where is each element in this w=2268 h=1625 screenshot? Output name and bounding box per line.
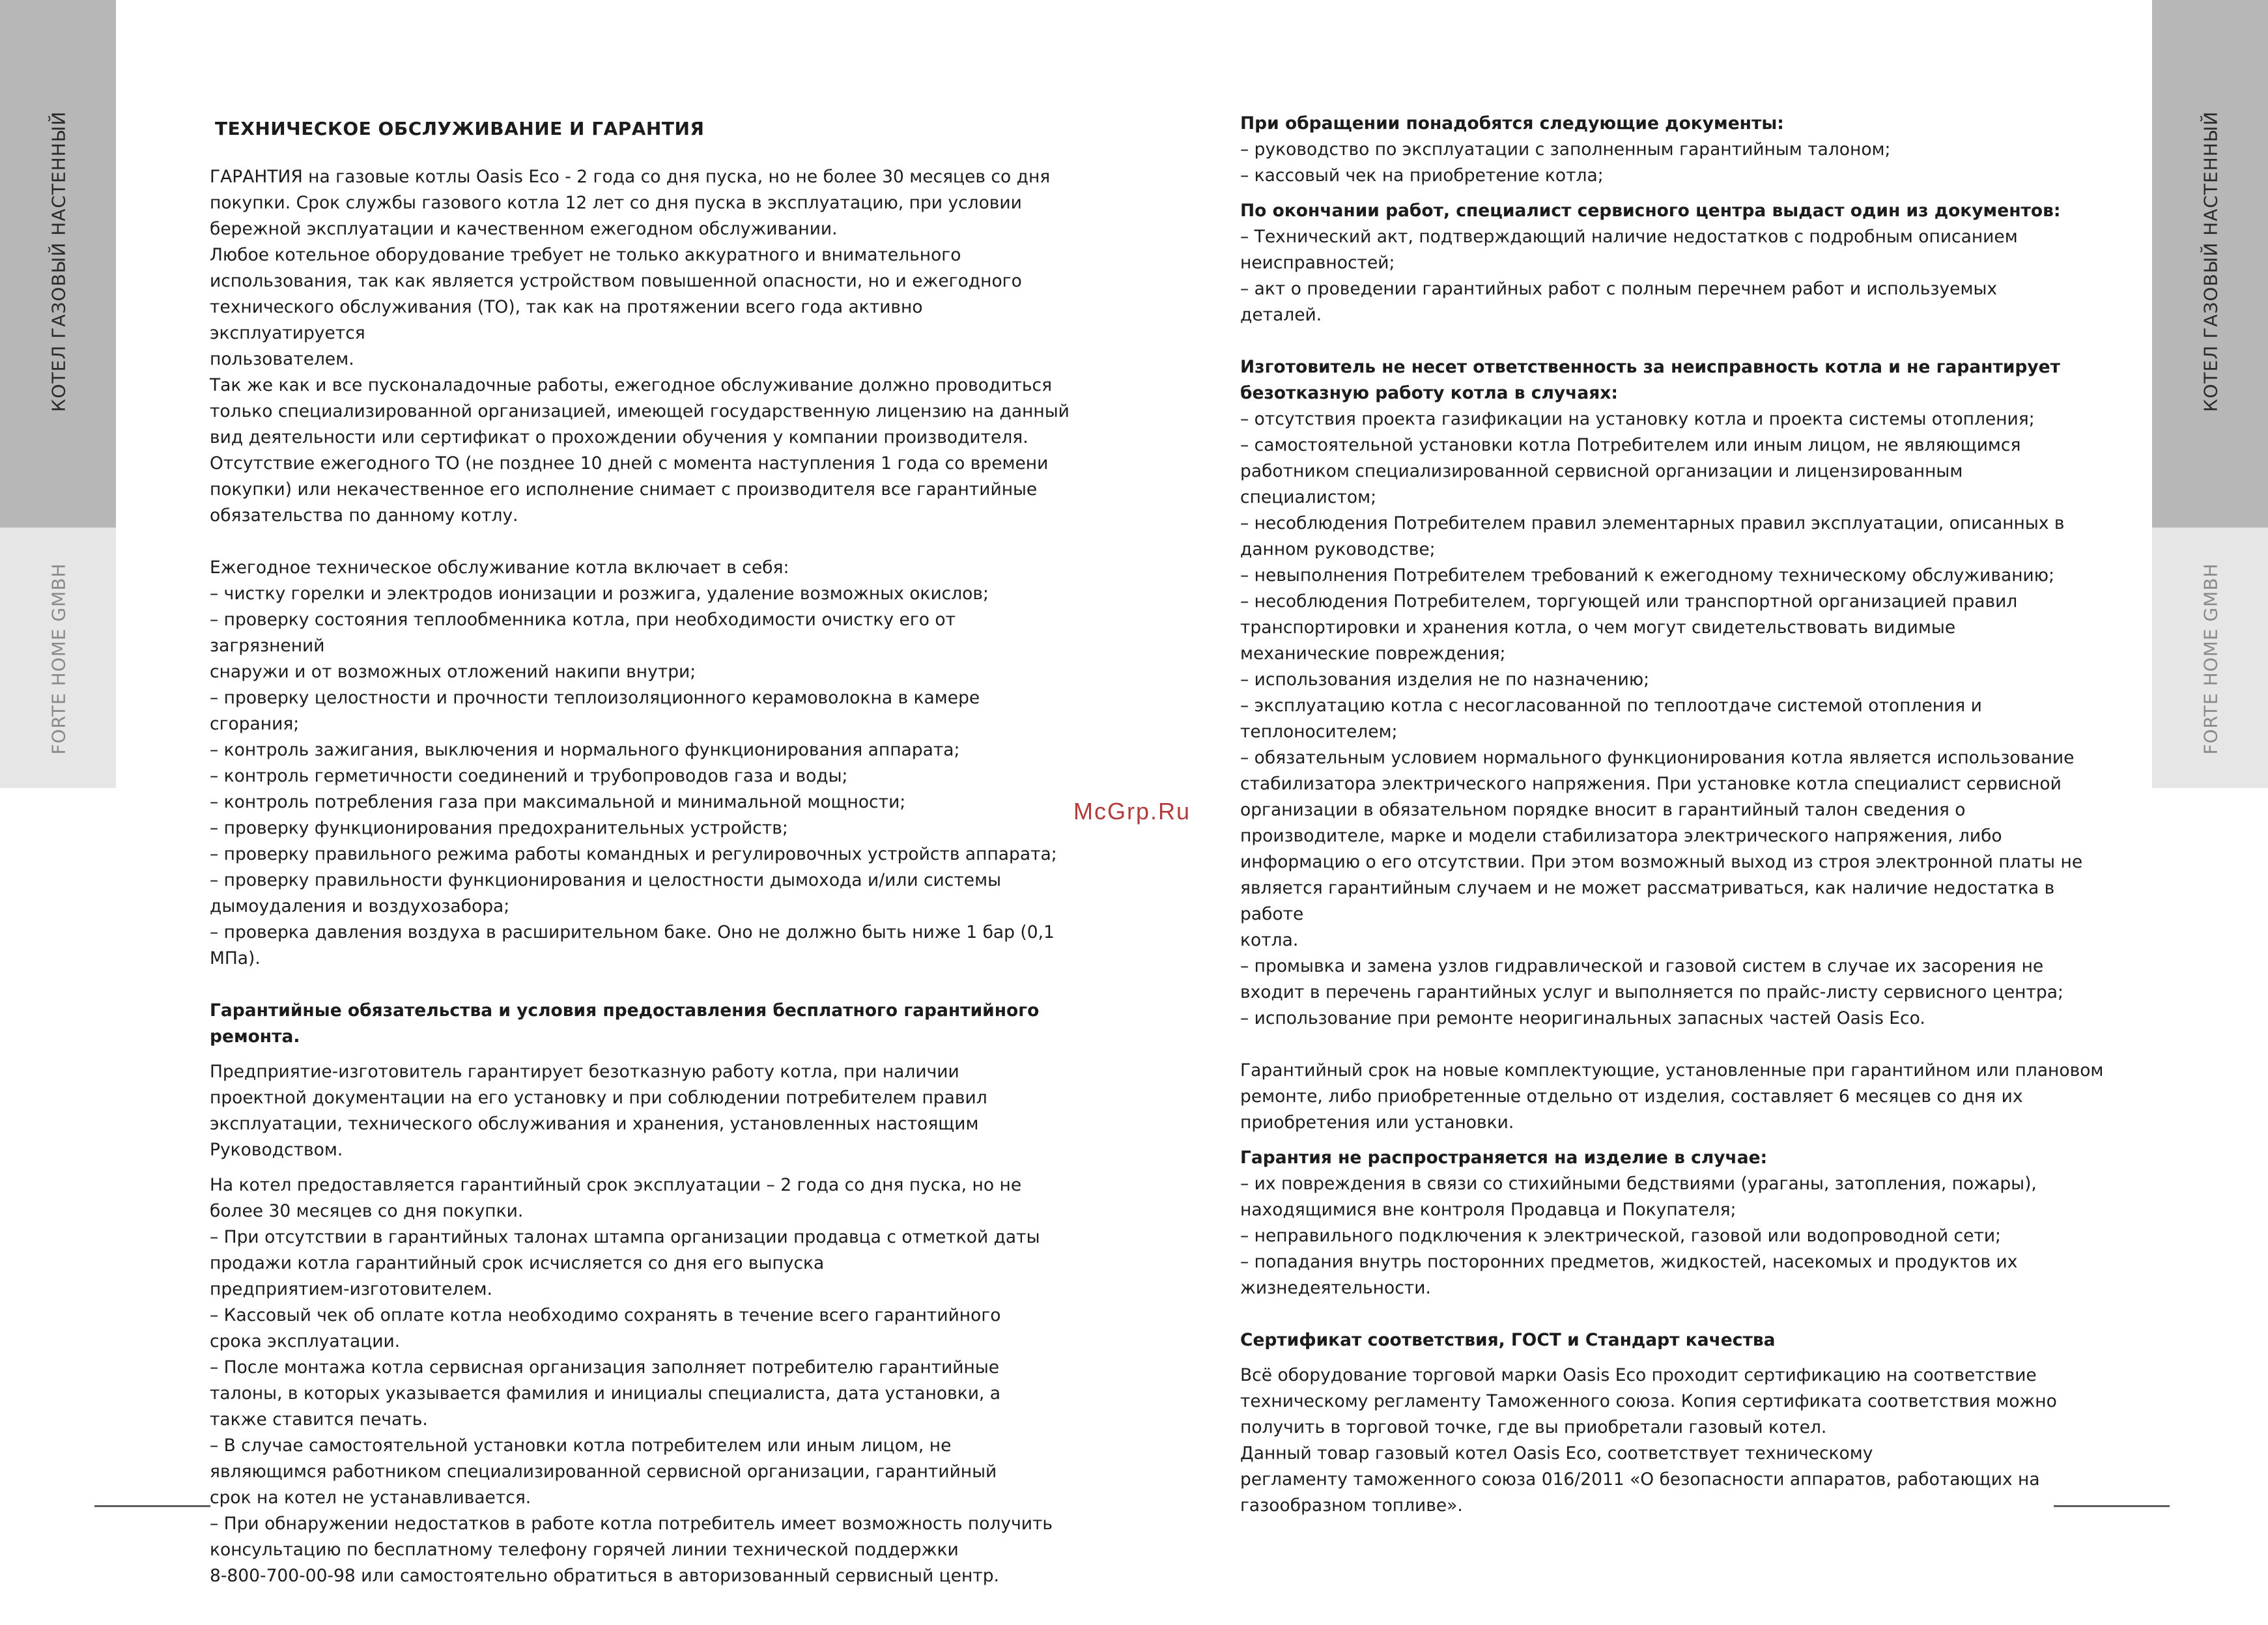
left-column (210, 111, 1070, 1589)
left-side-tab-dark (0, 0, 116, 528)
watermark-text: McGrp.Ru (1073, 798, 1191, 825)
exclusion-heading: Гарантия не распространяется на изделие в случае: (1240, 1148, 1768, 1168)
right-side-tab-light (2152, 528, 2268, 788)
left-bottom-rule (94, 1505, 210, 1507)
exclusion-list: – их повреждения в связи со стихийными бедствиями (ураганы, затопления, пожары), находящимися вне контроля Продавца и Покупателя; – неправильного подключения к электрической, газовой или водопроводной сети; – попадания внутрь посторонних предметов, жидкостей, насекомых и продуктов их жизнедеятельности. (1240, 1174, 2037, 1298)
liability-list: – отсутствия проекта газификации на установку котла и проекта системы отопления; – самостоятельной установки котла Потребителем или иным лицом, не являющимся работником специализированной сервисной организации и лицензированным специалистом; – несоблюдения Потребителем правил элементарных правил эксплуатации, описанных в данном руководстве; – невыполнения Потребителем требований к ежегодному техническому обслуживанию; – несоблюдения Потребителем, торгующей или транспортной организацией правил транспортировки и хранения котла, о чем могут свидетельствовать видимые механические повреждения; – использования изделия не по назначению; – эксплуатацию котла с несогласованной по теплоотдаче системой отопления и теплоносителем; – обязательным условием нормального функционирования котла является использование стабилизатора электрического напряжения. При установке котла специалист сервисной организации в обязательном порядке вносит в гарантийный талон сведения о производителе, марке и модели стабилизатора электрического напряжения, либо информацию о его отсутствии. При этом возможный выход из строя электронной платы не является гарантийным случаем и не может рассматриваться, как наличие недостатка в работе котла. – промывка и замена узлов гидравлической и газовой систем в случае их засорения не входит в перечень гарантийных услуг и выполняется по прайс-листу сервисного центра; – использование при ремонте неоригинальных запасных частей Oasis Eco. (1240, 409, 2083, 1028)
maintenance-list: Ежегодное техническое обслуживание котла включает в себя: – чистку горелки и электродов ионизации и розжига, удаление возможных окислов; – проверку состояния теплообменника котла, при необходимости очистку его от загрязнений снаружи и от возможных отложений накипи внутри; – проверку целостности и прочности теплоизоляционного керамоволокна в камере сгорания; – контроль зажигания, выключения и нормального функционирования аппарата; – контроль герметичности соединений и трубопроводов газа и воды; – контроль потребления газа при максимальной и минимальной мощности; – проверку функционирования предохранительных устройств; – проверку правильного режима работы командных и регулировочных устройств аппарата; – проверку правильности функционирования и целостности дымохода и/или системы дымоудаления и воздухозабора; – проверка давления воздуха в расширительном баке. Оно не должно быть ниже 1 бар (0,1 МПа). (210, 558, 1057, 968)
left-side-company-label: FORTE HOME GMBH (48, 563, 70, 755)
left-side-product-label: КОТЕЛ ГАЗОВЫЙ НАСТЕННЫЙ (48, 111, 70, 412)
right-side-company-label: FORTE HOME GMBH (2200, 563, 2222, 755)
after-work-list: – Технический акт, подтверждающий наличие недостатков с подробным описанием неисправностей; – акт о проведении гарантийных работ с полным перечнем работ и используемых деталей. (1240, 227, 2018, 325)
certificate-text: Всё оборудование торговой марки Oasis Eco проходит сертификацию на соответствие техническому регламенту Таможенного союза. Копия сертификата соответствия можно получить в торговой точке, где вы приобретали газовый котел. Данный товар газовый котел Oasis Eco, соответствует техническому регламенту таможенного союза 016/2011 «О безопасности аппаратов, работающих на газообразном топливе». (1240, 1365, 2057, 1516)
right-side-product-label: КОТЕЛ ГАЗОВЫЙ НАСТЕННЫЙ (2200, 111, 2222, 412)
liability-heading: Изготовитель не несет ответственность за неисправность котла и не гарантирует безотказную работу котла в случаях: (1240, 357, 2060, 403)
documents-heading: При обращении понадобятся следующие документы: (1240, 113, 1784, 134)
certificate-heading: Сертификат соответствия, ГОСТ и Стандарт качества (1240, 1330, 1776, 1350)
right-column (1240, 111, 2113, 1519)
parts-warranty-note: Гарантийный срок на новые комплектующие, установленные при гарантийном или плановом ремонте, либо приобретенные отдельно от изделия, составляет 6 месяцев со дня их приобретения или установки. (1240, 1060, 2104, 1133)
warranty-obligations-heading: Гарантийные обязательства и условия предоставления бесплатного гарантийного ремонта. (210, 1000, 1040, 1047)
after-work-heading: По окончании работ, специалист сервисного центра выдаст один из документов: (1240, 201, 2061, 221)
warranty-paragraph-1: Предприятие-изготовитель гарантирует безотказную работу котла, при наличии проектной документации на его установку и при соблюдении потребителем правил эксплуатации, технического обслуживания и хранения, установленных настоящим Руководством. (210, 1062, 987, 1160)
warranty-intro: ГАРАНТИЯ на газовые котлы Oasis Eco - 2 года со дня пуска, но не более 30 месяцев со дня покупки. Срок службы газового котла 12 лет со дня пуска в эксплуатацию, при условии бережной эксплуатации и качественном ежегодном обслуживании. Любое котельное оборудование требует не только аккуратного и внимательного использования, так как является устройством повышенной опасности, но и ежегодного технического обслуживания (ТО), так как на протяжении всего года активно эксплуатируется пользователем. Так же как и все пусконаладочные работы, ежегодное обслуживание должно проводиться только специализированной организацией, имеющей государственную лицензию на данный вид деятельности или сертификат о прохождении обучения у компании производителя. Отсутствие ежегодного ТО (не позднее 10 дней с момента наступления 1 года со времени покупки) или некачественное его исполнение снимает с производителя все гарантийные обязательства по данному котлу. (210, 167, 1070, 526)
warranty-paragraph-2: На котел предоставляется гарантийный срок эксплуатации – 2 года со дня пуска, но не более 30 месяцев со дня покупки. – При отсутствии в гарантийных талонах штампа организации продавца с отметкой даты продажи котла гарантийный срок исчисляется со дня его выпуска предприятием-изготовителем. – Кассовый чек об оплате котла необходимо сохранять в течение всего гарантийного срока эксплуатации. – После монтажа котла сервисная организация заполняет потребителю гарантийные талоны, в которых указывается фамилия и инициалы специалиста, дата установки, а также ставится печать. – В случае самостоятельной установки котла потребителем или иным лицом, не являющимся работником специализированной сервисной организации, гарантийный срок на котел не устанавливается. – При обнаружении недостатков в работе котла потребитель имеет возможность получить консультацию по бесплатному телефону горячей линии технической поддержки 8-800-700-00-98 или самостоятельно обратиться в авторизованный сервисный центр. (210, 1175, 1053, 1586)
left-side-tab-light (0, 528, 116, 788)
right-side-tab-dark (2152, 0, 2268, 528)
page-title: ТЕХНИЧЕСКОЕ ОБСЛУЖИВАНИЕ И ГАРАНТИЯ (215, 118, 705, 139)
documents-list: – руководство по эксплуатации с заполненным гарантийным талоном; – кассовый чек на приобретение котла; (1240, 139, 1891, 186)
